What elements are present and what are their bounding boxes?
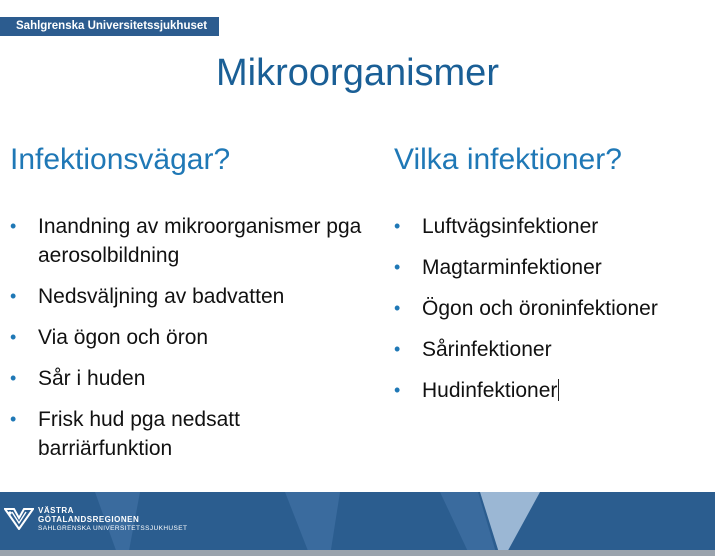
footer-stripe-shape [285, 492, 340, 556]
vgr-emblem-icon [4, 506, 34, 530]
bullet-icon: • [394, 339, 401, 359]
vgr-logo-text [38, 506, 187, 533]
logo-line-3: SAHLGRENSKA UNIVERSITETSSJUKHUSET [38, 525, 188, 532]
list-item [394, 253, 714, 282]
vgr-logo [4, 506, 187, 533]
list-item-text: Sår i huden [38, 367, 146, 390]
list-item-text: Inandning av mikroorganismer pga aerosolbildning [38, 215, 362, 267]
header-org-bar [0, 17, 219, 36]
left-column-heading: Infektionsvägar? [10, 143, 231, 176]
logo-line-1: VÄSTRA [38, 506, 74, 515]
bullet-icon: • [394, 380, 401, 400]
list-item [10, 405, 375, 463]
list-item [394, 294, 714, 323]
list-item [10, 282, 375, 311]
bullet-icon: • [10, 286, 17, 306]
list-item-text: Nedsväljning av badvatten [38, 285, 285, 308]
text-cursor [558, 379, 559, 401]
list-item [394, 212, 714, 241]
bullet-icon: • [394, 298, 401, 318]
bullet-icon: • [394, 216, 401, 236]
list-item-text: Magtarminfektioner [422, 256, 602, 279]
bullet-icon: • [10, 327, 17, 347]
logo-line-2: GÖTALANDSREGIONEN [38, 515, 140, 524]
list-item-text: Ögon och öroninfektioner [422, 297, 658, 320]
list-item [394, 335, 714, 364]
slide-title: Mikroorganismer [216, 52, 499, 94]
org-name: Sahlgrenska Universitetssjukhuset [16, 20, 208, 32]
list-item-text: Via ögon och öron [38, 326, 209, 349]
bullet-icon: • [10, 409, 17, 429]
list-item-text[interactable]: Hudinfektioner [422, 379, 558, 402]
list-item-text: Frisk hud pga nedsatt barriärfunktion [38, 408, 240, 460]
bullet-icon: • [10, 216, 17, 236]
list-item [10, 364, 375, 393]
footer-band [0, 492, 715, 556]
list-item [10, 212, 375, 270]
list-item [10, 323, 375, 352]
right-column-heading: Vilka infektioner? [394, 143, 622, 176]
right-bullet-list [394, 212, 714, 417]
left-bullet-list [10, 212, 375, 475]
list-item-text: Luftvägsinfektioner [422, 215, 599, 238]
bullet-icon: • [10, 368, 17, 388]
footer-gray-strip [0, 550, 715, 556]
list-item[interactable] [394, 376, 714, 405]
list-item-text: Sårinfektioner [422, 338, 552, 361]
bullet-icon: • [394, 257, 401, 277]
